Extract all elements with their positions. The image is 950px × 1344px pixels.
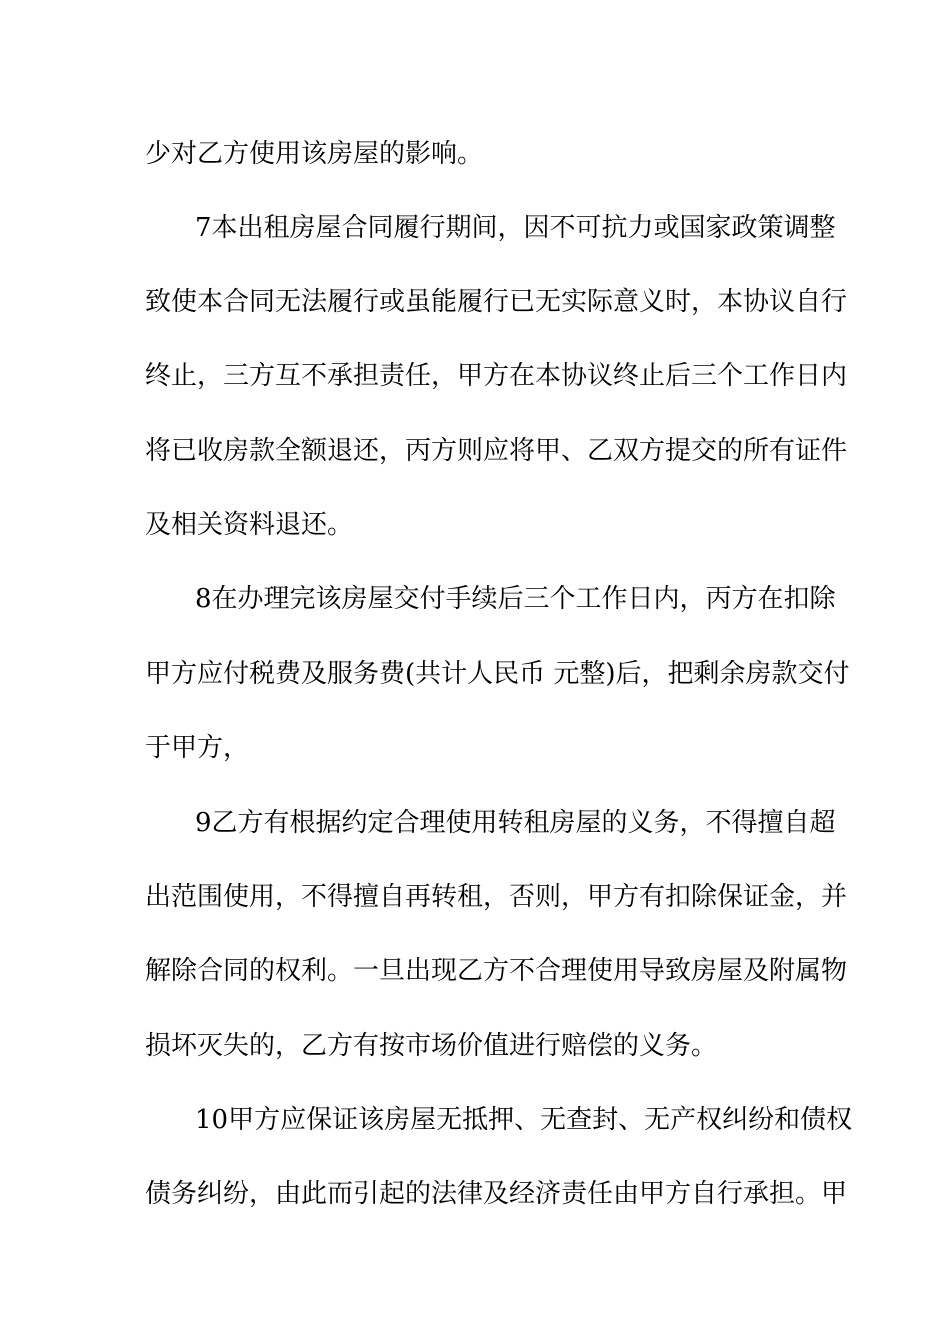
text-line: 甲方应付税费及服务费(共计人民币 元整)后，把剩余房款交付 [145, 659, 850, 689]
text-line: 8在办理完该房屋交付手续后三个工作日内，丙方在扣除 [195, 584, 836, 614]
text-line: 10甲方应保证该房屋无抵押、无查封、无产权纠纷和债权 [195, 1105, 853, 1135]
text-line: 于甲方， [145, 733, 250, 763]
text-line: 及相关资料退还。 [145, 510, 354, 540]
text-line: 损坏灭失的，乙方有按市场价值进行赔偿的义务。 [145, 1031, 718, 1061]
text-line: 9乙方有根据约定合理使用转租房屋的义务，不得擅自超 [195, 808, 836, 838]
text-line: 致使本合同无法履行或虽能履行已无实际意义时，本协议自行 [145, 287, 848, 317]
text-line: 将已收房款全额退还，丙方则应将甲、乙双方提交的所有证件 [145, 436, 848, 466]
text-line: 出范围使用，不得擅自再转租，否则，甲方有扣除保证金，并 [145, 882, 848, 912]
text-line: 解除合同的权利。一旦出现乙方不合理使用导致房屋及附属物 [145, 956, 848, 986]
text-line: 7本出租房屋合同履行期间，因不可抗力或国家政策调整 [195, 213, 836, 243]
text-line: 终止，三方互不承担责任，甲方在本协议终止后三个工作日内 [145, 361, 848, 391]
text-line: 少对乙方使用该房屋的影响。 [145, 139, 484, 169]
text-line: 债务纠纷，由此而引起的法律及经济责任由甲方自行承担。甲 [145, 1179, 848, 1209]
